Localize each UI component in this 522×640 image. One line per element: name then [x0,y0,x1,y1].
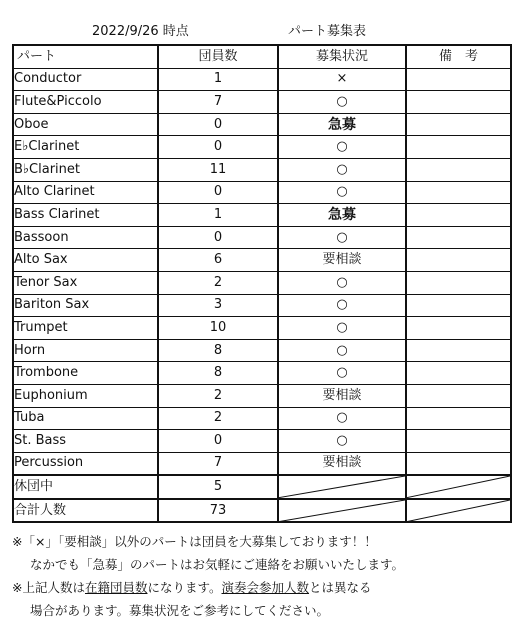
part-name: E♭Clarinet [13,136,158,159]
part-name: Percussion [13,452,158,475]
remarks-cell [406,384,511,407]
member-count: 8 [158,362,278,385]
member-count: 6 [158,249,278,272]
part-name: Conductor [13,68,158,91]
remarks-cell [406,271,511,294]
remarks-cell [406,430,511,453]
table-title: パート募集表 [288,24,367,39]
member-count: 1 [158,204,278,227]
column-header-part: パート [13,45,158,68]
note-concert-participants: 演奏会参加人数 [221,580,310,595]
member-count: 1 [158,68,278,91]
remarks-cell [406,249,511,272]
recruit-status: 急募 [278,113,406,136]
member-count: 2 [158,271,278,294]
total-row [13,499,511,523]
table-row [13,339,511,362]
note-line-3-mid: になります。 [147,580,222,595]
part-name: Oboe [13,113,158,136]
part-name: Alto Sax [13,249,158,272]
recruit-status: ○ [278,339,406,362]
recruit-status: ○ [278,158,406,181]
remarks-cell [406,362,511,385]
part-name: Tuba [13,407,158,430]
column-header-status: 募集状況 [278,45,406,68]
recruit-status: ○ [278,136,406,159]
recruit-status: × [278,68,406,91]
table-row [13,91,511,114]
table-row [13,136,511,159]
diagonal-line-icon [279,500,405,522]
total-count: 73 [158,499,278,523]
part-name: Flute&Piccolo [13,91,158,114]
remarks-cell [406,136,511,159]
recruit-status: ○ [278,317,406,340]
remarks-cell [406,91,511,114]
recruit-status: 急募 [278,204,406,227]
recruit-status: ○ [278,362,406,385]
part-name: Alto Clarinet [13,181,158,204]
recruit-status: ○ [278,407,406,430]
note-line-3-post: とは異なる [309,580,372,595]
status-cell-blank [278,499,406,523]
recruit-status: ○ [278,271,406,294]
remarks-cell [406,181,511,204]
part-name: Bass Clarinet [13,204,158,227]
column-header-remarks: 備 考 [406,45,511,68]
part-name: Horn [13,339,158,362]
table-row [13,317,511,340]
notes [12,530,512,622]
member-count: 0 [158,226,278,249]
member-count: 0 [158,136,278,159]
remarks-cell [406,204,511,227]
table-row [13,430,511,453]
table-row [13,158,511,181]
member-count: 8 [158,339,278,362]
header [0,20,522,42]
recruit-status: ○ [278,181,406,204]
part-name: B♭Clarinet [13,158,158,181]
remarks-cell [406,158,511,181]
member-count: 7 [158,91,278,114]
note-line-2: なかでも「急募」のパートはお気軽にご連絡をお願いいたします。 [30,557,405,572]
column-header-members: 団員数 [158,45,278,68]
remarks-cell-blank [406,499,511,523]
note-line-3-pre: ※上記人数は [12,580,85,595]
member-count: 2 [158,407,278,430]
member-count: 0 [158,113,278,136]
part-name: Tenor Sax [13,271,158,294]
on-leave-label: 休団中 [13,475,158,499]
part-name: Trombone [13,362,158,385]
member-count: 0 [158,181,278,204]
recruit-status: 要相談 [278,452,406,475]
part-name: St. Bass [13,430,158,453]
remarks-cell [406,317,511,340]
part-recruitment-table [12,44,512,523]
recruit-status: ○ [278,226,406,249]
note-enrolled-members: 在籍団員数 [84,580,148,595]
remarks-cell [406,226,511,249]
table-row [13,226,511,249]
member-count: 11 [158,158,278,181]
diagonal-line-icon [279,476,405,498]
table-row [13,452,511,475]
table-row [13,407,511,430]
remarks-cell [406,407,511,430]
part-name: Euphonium [13,384,158,407]
remarks-cell [406,68,511,91]
remarks-cell [406,294,511,317]
part-name: Bariton Sax [13,294,158,317]
table-row [13,113,511,136]
on-leave-row [13,475,511,499]
table-row [13,181,511,204]
table-row [13,249,511,272]
status-cell-blank [278,475,406,499]
member-count: 10 [158,317,278,340]
member-count: 2 [158,384,278,407]
recruit-status: ○ [278,91,406,114]
member-count: 7 [158,452,278,475]
note-line-1: ※「×」「要相談」以外のパートは団員を大募集しております！！ [12,534,377,549]
remarks-cell-blank [406,475,511,499]
as-of-date: 2022/9/26 時点 [92,24,189,39]
remarks-cell [406,452,511,475]
remarks-cell [406,339,511,362]
member-count: 0 [158,430,278,453]
table-row [13,68,511,91]
table-row [13,384,511,407]
recruit-status: ○ [278,430,406,453]
table-row [13,362,511,385]
diagonal-line-icon [407,476,510,498]
part-name: Trumpet [13,317,158,340]
part-name: Bassoon [13,226,158,249]
table-row [13,204,511,227]
note-line-4: 場合があります。募集状況をご参考にしてください。 [30,603,330,618]
recruit-status: ○ [278,294,406,317]
table-row [13,271,511,294]
diagonal-line-icon [407,500,510,522]
note-line-3 [12,576,512,599]
recruit-status: 要相談 [278,249,406,272]
recruit-status: 要相談 [278,384,406,407]
on-leave-count: 5 [158,475,278,499]
total-label: 合計人数 [13,499,158,523]
table-header-row [13,45,511,68]
table-row [13,294,511,317]
member-count: 3 [158,294,278,317]
remarks-cell [406,113,511,136]
